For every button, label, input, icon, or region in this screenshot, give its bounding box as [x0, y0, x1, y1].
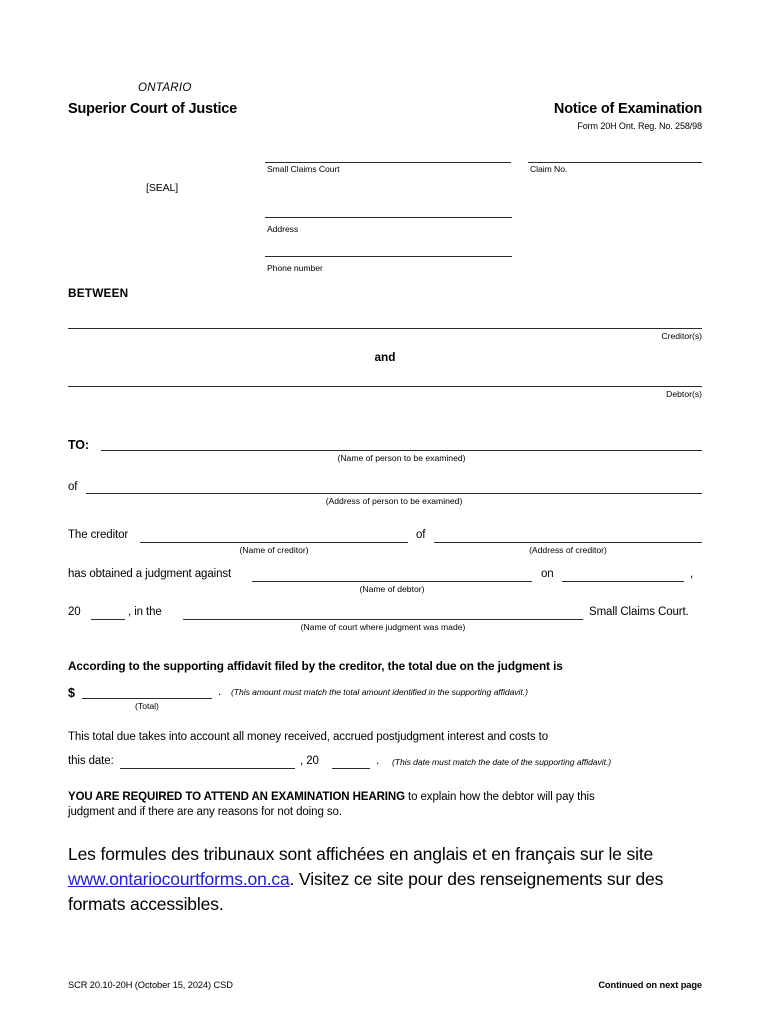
attendance-requirement-emphasis: YOU ARE REQUIRED TO ATTEND AN EXAMINATION HEARING: [68, 791, 405, 803]
judgment-court-caption: (Name of court where judgment was made): [300, 622, 466, 632]
person-address-rule[interactable]: [86, 493, 702, 494]
of-label: of: [68, 481, 78, 493]
between-label: BETWEEN: [68, 286, 129, 300]
dollar-sign: $: [68, 686, 75, 700]
attendance-requirement-rest: to explain how the debtor will pay this: [404, 791, 595, 803]
creditor-address-rule[interactable]: [434, 542, 702, 543]
this-date-rule[interactable]: [120, 768, 295, 769]
judgment-court-rule[interactable]: [183, 619, 583, 620]
judgment-date-comma: ,: [690, 568, 694, 580]
creditor-address-caption: (Address of creditor): [529, 545, 607, 555]
judgment-date-rule[interactable]: [562, 581, 684, 582]
year-prefix-text: 20: [68, 606, 81, 618]
ontario-court-forms-link[interactable]: www.ontariocourtforms.on.ca: [68, 868, 290, 889]
form-title: Notice of Examination: [553, 101, 702, 117]
to-label: TO:: [68, 438, 89, 452]
on-connector-text: on: [541, 568, 554, 580]
address-label: Address: [267, 224, 299, 234]
this-date-year-prefix: , 20: [300, 755, 319, 767]
in-the-text: , in the: [128, 606, 162, 618]
court-suffix-text: Small Claims Court.: [589, 606, 689, 618]
debtor-name-caption: (Name of debtor): [359, 584, 425, 594]
total-heading: According to the supporting affidavit filed by the creditor, the total due on the judgment is: [68, 659, 563, 673]
total-period: .: [218, 686, 222, 698]
creditor-label: Creditor(s): [661, 331, 702, 341]
seal-placeholder: [SEAL]: [146, 182, 179, 194]
small-claims-court-rule[interactable]: [265, 162, 511, 163]
of-connector-text: of: [416, 529, 426, 541]
claim-no-label: Claim No.: [530, 164, 568, 174]
jurisdiction-label: ONTARIO: [138, 82, 192, 94]
creditor-intro-text: The creditor: [68, 529, 129, 541]
total-amount-note: (This amount must match the total amount identified in the supporting affidavit.): [231, 687, 528, 697]
total-caption: (Total): [135, 701, 159, 711]
french-notice: [68, 842, 693, 917]
creditor-name-caption: (Name of creditor): [239, 545, 309, 555]
total-amount-rule[interactable]: [82, 698, 212, 699]
this-date-label: this date:: [68, 755, 114, 767]
french-notice-part1: Les formules des tribunaux sont affichées en anglais et en français sur le site: [68, 844, 654, 864]
phone-number-label: Phone number: [267, 263, 323, 273]
person-name-rule[interactable]: [101, 450, 702, 451]
court-name-title: Superior Court of Justice: [68, 101, 238, 117]
form-number: Form 20H Ont. Reg. No. 258/98: [577, 121, 702, 131]
attendance-requirement-line2: judgment and if there are any reasons for not doing so.: [68, 806, 342, 818]
claim-no-rule[interactable]: [528, 162, 702, 163]
obtained-judgment-text: has obtained a judgment against: [68, 568, 232, 580]
footer-continued: Continued on next page: [598, 980, 702, 990]
phone-number-rule[interactable]: [265, 256, 512, 257]
form-sheet: [68, 0, 702, 1024]
footer-revision: SCR 20.10-20H (October 15, 2024) CSD: [68, 980, 233, 990]
debtor-name-rule[interactable]: [252, 581, 532, 582]
debtor-label: Debtor(s): [666, 389, 702, 399]
creditor-name-rule[interactable]: [140, 542, 408, 543]
attendance-requirement-line1: [68, 791, 595, 805]
this-date-year-rule[interactable]: [332, 768, 370, 769]
this-date-note: (This date must match the date of the supporting affidavit.): [392, 757, 612, 767]
total-explanation: This total due takes into account all money received, accrued postjudgment interest and costs to: [68, 731, 549, 743]
small-claims-court-label: Small Claims Court: [267, 164, 340, 174]
creditor-rule[interactable]: [68, 328, 702, 329]
person-address-caption: (Address of person to be examined): [325, 496, 463, 506]
person-name-caption: (Name of person to be examined): [337, 453, 466, 463]
debtor-rule[interactable]: [68, 386, 702, 387]
french-notice-part2: . Visitez ce site pour des renseignements sur des formats accessibles.: [68, 868, 664, 914]
judgment-year-rule[interactable]: [91, 619, 125, 620]
this-date-period: .: [376, 755, 380, 767]
address-rule[interactable]: [265, 217, 512, 218]
and-label: and: [374, 350, 396, 364]
